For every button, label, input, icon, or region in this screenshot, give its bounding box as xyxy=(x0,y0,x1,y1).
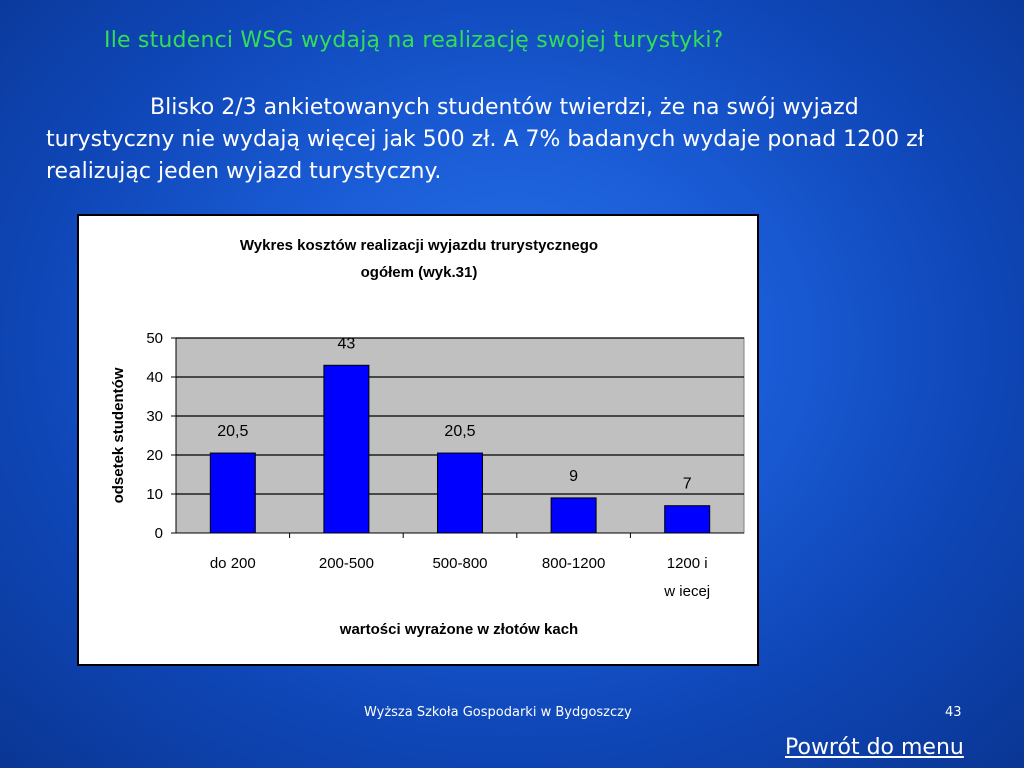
data-label: 20,5 xyxy=(444,423,476,441)
page-number: 43 xyxy=(945,705,962,720)
data-label: 43 xyxy=(337,335,356,353)
body-paragraph: Blisko 2/3 ankietowanych studentów twierdzi, że na swój wyjazd turystyczny nie wydają więcej jak 500 zł. A 7% badanych wydaje ponad 1200 zł realizując jeden wyjazd turystyczny. xyxy=(46,95,924,184)
footer-school-name: Wyższa Szkoła Gospodarki w Bydgoszczy xyxy=(364,705,632,720)
y-tick-label: 30 xyxy=(146,408,163,425)
y-axis-title: odsetek studentów xyxy=(110,367,127,504)
y-tick-label: 10 xyxy=(146,486,163,503)
x-tick-label: 800-1200 xyxy=(541,555,606,572)
y-tick-label: 50 xyxy=(146,330,163,347)
y-tick-label: 0 xyxy=(154,525,163,542)
x-tick-label: w iecej xyxy=(664,583,711,600)
data-label: 20,5 xyxy=(217,423,249,441)
x-tick-label: 200-500 xyxy=(318,555,374,572)
x-tick-label: do 200 xyxy=(209,555,256,572)
back-to-menu-link[interactable]: Powrót do menu xyxy=(785,735,964,760)
y-tick-label: 20 xyxy=(146,447,163,464)
chart-container xyxy=(77,214,759,666)
chart-title-line: ogółem (wyk.31) xyxy=(360,264,478,281)
y-tick-label: 40 xyxy=(146,369,163,386)
chart-title-line: Wykres kosztów realizacji wyjazdu trurystycznego xyxy=(239,237,599,254)
data-label: 7 xyxy=(682,475,692,493)
bar xyxy=(551,498,596,533)
bar xyxy=(324,365,369,533)
data-label: 9 xyxy=(569,467,579,485)
slide-title: Ile studenci WSG wydają na realizację swojej turystyki? xyxy=(104,28,724,53)
bar xyxy=(210,453,255,533)
x-tick-label: 1200 i xyxy=(666,555,708,572)
bar xyxy=(665,506,710,533)
x-axis-title: wartości wyrażone w złotów kach xyxy=(339,621,579,638)
x-tick-label: 500-800 xyxy=(432,555,488,572)
bar xyxy=(438,453,483,533)
bar-chart xyxy=(79,216,757,664)
